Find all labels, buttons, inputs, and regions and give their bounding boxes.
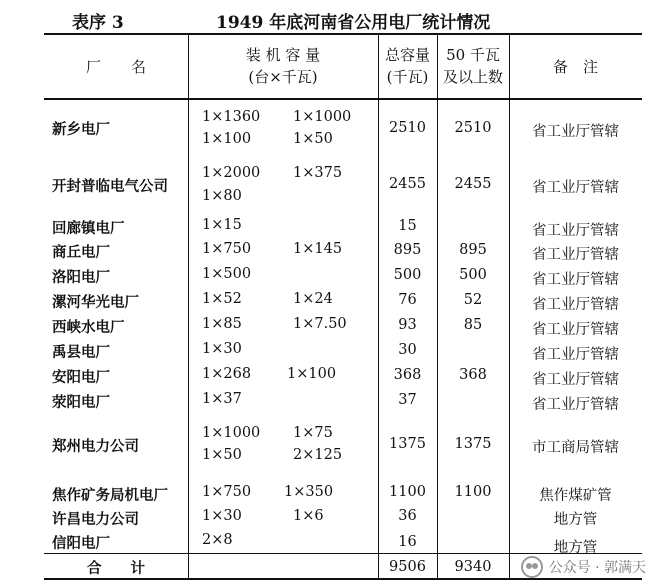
capacity-cell: 1×7.50 xyxy=(293,316,347,332)
note-cell: 省工业厅管辖 xyxy=(532,347,619,363)
capacity-cell: 1×100 xyxy=(202,131,252,147)
row-name: 禹县电厂 xyxy=(52,344,110,361)
capacity-cell: 1×500 xyxy=(202,266,252,282)
capacity-cell: 1×145 xyxy=(293,241,343,257)
header-capacity-unit: (台×千瓦) xyxy=(248,68,318,86)
capacity-cell: 1×15 xyxy=(202,217,242,233)
note-cell: 省工业厅管辖 xyxy=(532,297,619,313)
note-cell: 省工业厅管辖 xyxy=(532,397,619,413)
over50-cell: 85 xyxy=(463,317,483,333)
header-rule xyxy=(44,98,642,100)
capacity-cell: 1×2000 xyxy=(202,165,261,181)
over50-cell: 52 xyxy=(463,292,483,308)
over50-cell: 895 xyxy=(459,242,487,258)
row-name: 洛阳电厂 xyxy=(52,269,110,286)
note-cell: 地方管 xyxy=(553,512,598,528)
capacity-cell: 1×1360 xyxy=(202,109,261,125)
total-cell: 2510 xyxy=(389,120,426,136)
note-cell: 市工商局管辖 xyxy=(532,440,619,456)
capacity-cell: 1×1000 xyxy=(293,109,352,125)
capacity-cell: 2×8 xyxy=(202,532,233,548)
note-cell: 省工业厅管辖 xyxy=(532,124,619,140)
over50-cell: 368 xyxy=(459,367,487,383)
total-cell: 895 xyxy=(393,242,422,258)
capacity-cell: 1×75 xyxy=(293,425,333,441)
capacity-cell: 1×80 xyxy=(202,188,242,204)
capacity-cell: 1×268 xyxy=(202,366,252,382)
capacity-cell: 1×30 xyxy=(202,341,242,357)
header-over50: 50 千瓦 xyxy=(446,46,500,64)
row-name: 新乡电厂 xyxy=(52,121,110,138)
note-cell: 省工业厅管辖 xyxy=(532,247,619,263)
note-cell: 省工业厅管辖 xyxy=(532,223,619,239)
grand-total-cell: 9506 xyxy=(389,559,426,575)
total-cell: 1100 xyxy=(389,484,426,500)
total-cell: 368 xyxy=(393,367,422,383)
capacity-cell: 1×6 xyxy=(293,508,324,524)
capacity-cell: 1×24 xyxy=(293,291,333,307)
grand-over50-cell: 9340 xyxy=(454,559,492,575)
header-total-unit: (千瓦) xyxy=(386,68,429,86)
capacity-cell: 1×750 xyxy=(202,484,252,500)
table-label: 表序 3 xyxy=(72,13,124,33)
note-cell: 地方管 xyxy=(553,540,598,556)
top-rule xyxy=(44,33,642,35)
total-cell: 2455 xyxy=(389,176,426,192)
header-note: 备 注 xyxy=(552,58,598,76)
row-name: 荥阳电厂 xyxy=(52,394,110,411)
col-divider-1 xyxy=(188,34,189,579)
total-cell: 36 xyxy=(398,508,417,524)
total-cell: 1375 xyxy=(389,436,426,452)
total-row-label: 合 计 xyxy=(87,560,145,577)
row-name: 西峡水电厂 xyxy=(52,319,125,336)
capacity-cell: 1×100 xyxy=(287,366,337,382)
row-name: 漯河华光电厂 xyxy=(52,294,139,311)
note-cell: 省工业厅管辖 xyxy=(532,180,619,196)
over50-cell: 1375 xyxy=(454,436,492,452)
over50-cell: 2510 xyxy=(454,120,492,136)
row-name: 信阳电厂 xyxy=(52,535,110,552)
header-over50-sub: 及以上数 xyxy=(442,68,503,86)
capacity-cell: 1×750 xyxy=(202,241,252,257)
row-name: 焦作矿务局机电厂 xyxy=(52,487,168,504)
total-cell: 76 xyxy=(398,292,417,308)
watermark-text: 公众号 · 郭满天 xyxy=(548,560,646,576)
capacity-cell: 1×350 xyxy=(284,484,334,500)
over50-cell: 2455 xyxy=(454,176,492,192)
capacity-cell: 1×37 xyxy=(202,391,242,407)
capacity-cell: 1×50 xyxy=(202,447,242,463)
over50-cell: 500 xyxy=(459,267,487,283)
header-capacity: 装 机 容 量 xyxy=(245,46,321,64)
total-cell: 15 xyxy=(398,218,417,234)
capacity-cell: 1×50 xyxy=(293,131,333,147)
row-name: 商丘电厂 xyxy=(52,244,110,261)
row-name: 郑州电力公司 xyxy=(52,438,139,455)
total-cell: 16 xyxy=(398,534,417,550)
total-cell: 500 xyxy=(393,267,422,283)
row-name: 安阳电厂 xyxy=(52,369,110,386)
capacity-cell: 1×30 xyxy=(202,508,242,524)
note-cell: 焦作煤矿管 xyxy=(539,488,612,504)
capacity-cell: 1×52 xyxy=(202,291,242,307)
over50-cell: 1100 xyxy=(454,484,492,500)
header-total: 总容量 xyxy=(384,46,430,64)
bottom-rule xyxy=(44,578,642,580)
note-cell: 省工业厅管辖 xyxy=(532,272,619,288)
capacity-cell: 1×1000 xyxy=(202,425,261,441)
row-name: 许昌电力公司 xyxy=(52,511,139,528)
table-title: 1949 年底河南省公用电厂统计情况 xyxy=(216,13,491,33)
watermark xyxy=(521,556,646,578)
capacity-cell: 2×125 xyxy=(293,447,343,463)
capacity-cell: 1×85 xyxy=(202,316,242,332)
total-cell: 93 xyxy=(398,317,417,333)
row-name: 回廊镇电厂 xyxy=(52,220,125,237)
note-cell: 省工业厅管辖 xyxy=(532,322,619,338)
total-cell: 30 xyxy=(398,342,417,358)
total-cell: 37 xyxy=(398,392,417,408)
capacity-cell: 1×375 xyxy=(293,165,343,181)
wechat-icon xyxy=(521,556,543,578)
row-name: 开封普临电气公司 xyxy=(52,178,168,195)
note-cell: 省工业厅管辖 xyxy=(532,372,619,388)
header-name: 厂 名 xyxy=(85,58,146,76)
